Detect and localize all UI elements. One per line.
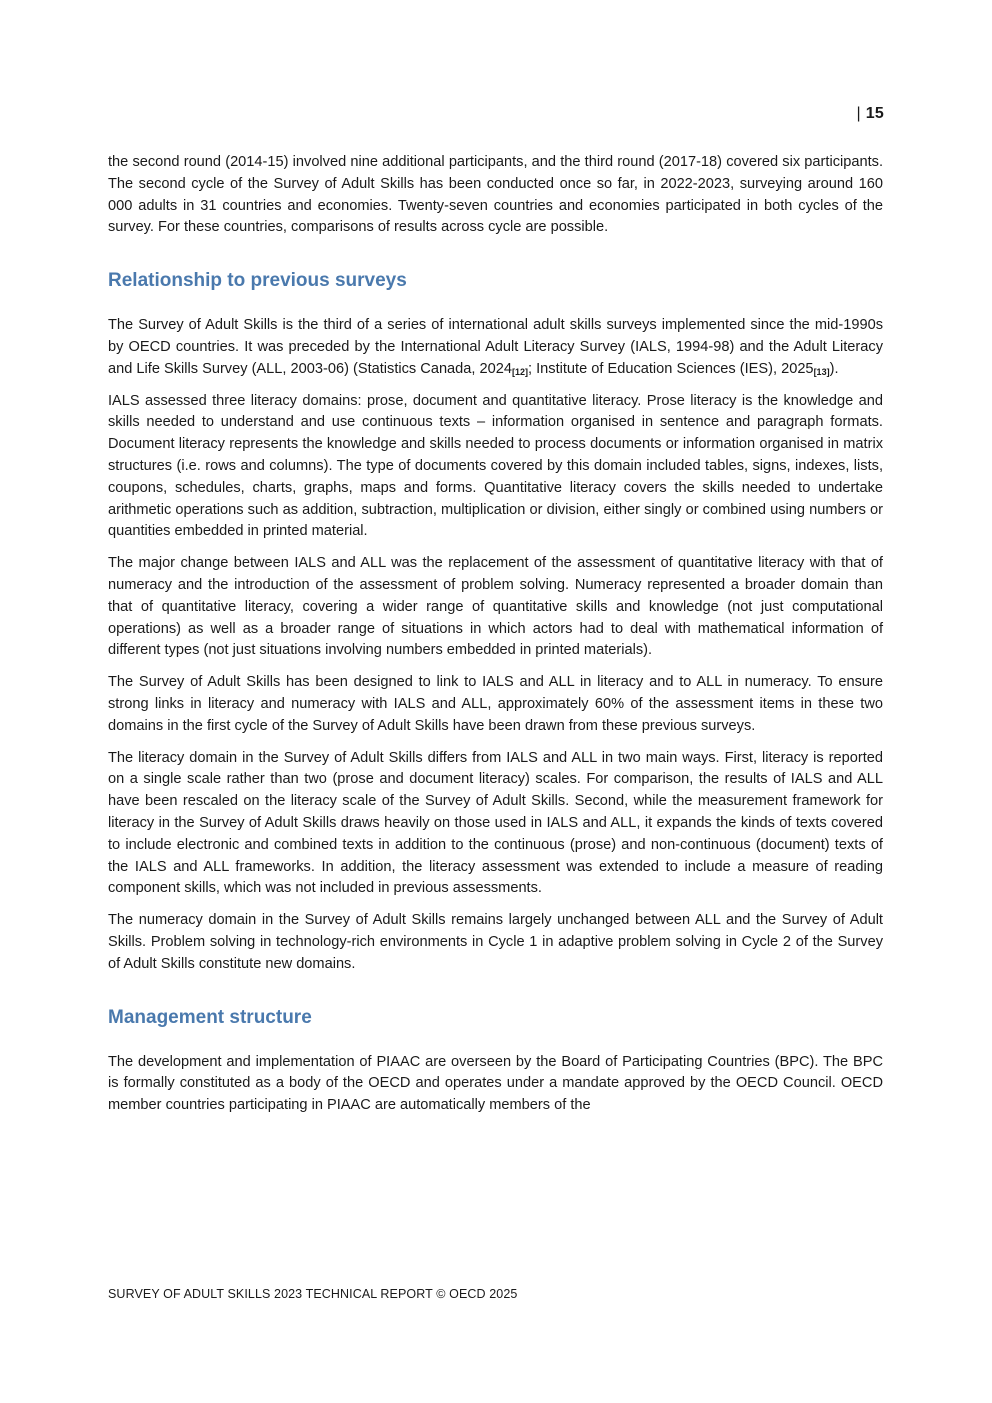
paragraph-text: ). (829, 360, 839, 377)
section-heading-relationship: Relationship to previous surveys (108, 270, 407, 292)
section-heading-management: Management structure (108, 1006, 312, 1028)
paragraph-text: ; Institute of Education Sciences (IES), 2025 (528, 360, 814, 377)
page-footer: SURVEY OF ADULT SKILLS 2023 TECHNICAL REPORT © OECD 2025 (108, 1287, 518, 1301)
reference-12: [12] (511, 366, 528, 377)
paragraph-previous-surveys (108, 315, 883, 380)
paragraph-ials-domains: IALS assessed three literacy domains: prose, document and quantitative literacy. Prose literacy is the knowledge and skills needed to understand and use continuous texts – information organised in sentence and paragraph formats. Document literacy represents the knowledge and skills needed to process documents or information organised in matrix structures (i.e. rows and columns). The type of documents covered by this domain included tables, signs, indexes, lists, coupons, schedules, charts, graphs, maps and forms. Quantitative literacy covers the skills needed to undertake arithmetic operations such as addition, subtraction, multiplication or division, either singly or combined using numbers or quantities embedded in printed material. (108, 392, 883, 540)
reference-13: [13] (813, 366, 830, 377)
page-number-separator: | (856, 105, 861, 122)
paragraph-literacy-domain: The literacy domain in the Survey of Adult Skills differs from IALS and ALL in two main ways. First, literacy is reported on a single scale rather than two (prose and document literacy) scales. For comparison, the results of IALS and ALL have been rescaled on the literacy scale of the Survey of Adult Skills. Second, while the measurement framework for literacy in the Survey of Adult Skills draws heavily on those used in IALS and ALL, it expands the kinds of texts covered to include electronic and combined texts in addition to the continuous (prose) and non-continuous (document) texts of the IALS and ALL frameworks. In addition, the literacy assessment was extended to include a measure of reading component skills, which was not included in previous assessments. (108, 749, 883, 897)
page-number (856, 105, 884, 123)
paragraph-numeracy-domain: The numeracy domain in the Survey of Adult Skills remains largely unchanged between ALL and the Survey of Adult Skills. Problem solving in technology-rich environments in Cycle 1 in adaptive problem solving in Cycle 2 of the Survey of Adult Skills constitute new domains. (108, 912, 883, 972)
page-number-value: 15 (865, 105, 884, 122)
main-content (108, 152, 883, 1127)
paragraph-ials-all-change: The major change between IALS and ALL was the replacement of the assessment of quantitative literacy with that of numeracy and the introduction of the assessment of problem solving. Numeracy represented a broader domain than that of quantitative literacy, covering a wider range of quantitative skills and knowledge (not just computational operations) as well as a broader range of situations in which actors had to deal with mathematical information of different types (not just situations involving numbers embedded in printed materials). (108, 555, 883, 659)
intro-paragraph: the second round (2014-15) involved nine additional participants, and the third round (2017-18) covered six participants. The second cycle of the Survey of Adult Skills has been conducted once so far, in 2022-2023, surveying around 160 000 adults in 31 countries and economies. Twenty-seven countries and economies participated in both cycles of the survey. For these countries, comparisons of results across cycle are possible. (108, 154, 883, 236)
paragraph-text: The Survey of Adult Skills is the third of a series of international adult skills surveys implemented since the mid-1990s by OECD countries. It was preceded by the International Adult Literacy Survey (IALS, 1994-98) and the Adult Literacy and Life Skills Survey (ALL, 2003-06) (Statistics Canada, 2024 (108, 317, 883, 377)
paragraph-management-structure: The development and implementation of PIAAC are overseen by the Board of Participating Countries (BPC). The BPC is formally constituted as a body of the OECD and operates under a mandate approved by the OECD Council. OECD member countries participating in PIAAC are automatically members of the (108, 1053, 883, 1114)
paragraph-survey-link: The Survey of Adult Skills has been designed to link to IALS and ALL in literacy and to ALL in numeracy. To ensure strong links in literacy and numeracy with IALS and ALL, approximately 60% of the assessment items in these two domains in the first cycle of the Survey of Adult Skills have been drawn from these previous surveys. (108, 674, 883, 734)
